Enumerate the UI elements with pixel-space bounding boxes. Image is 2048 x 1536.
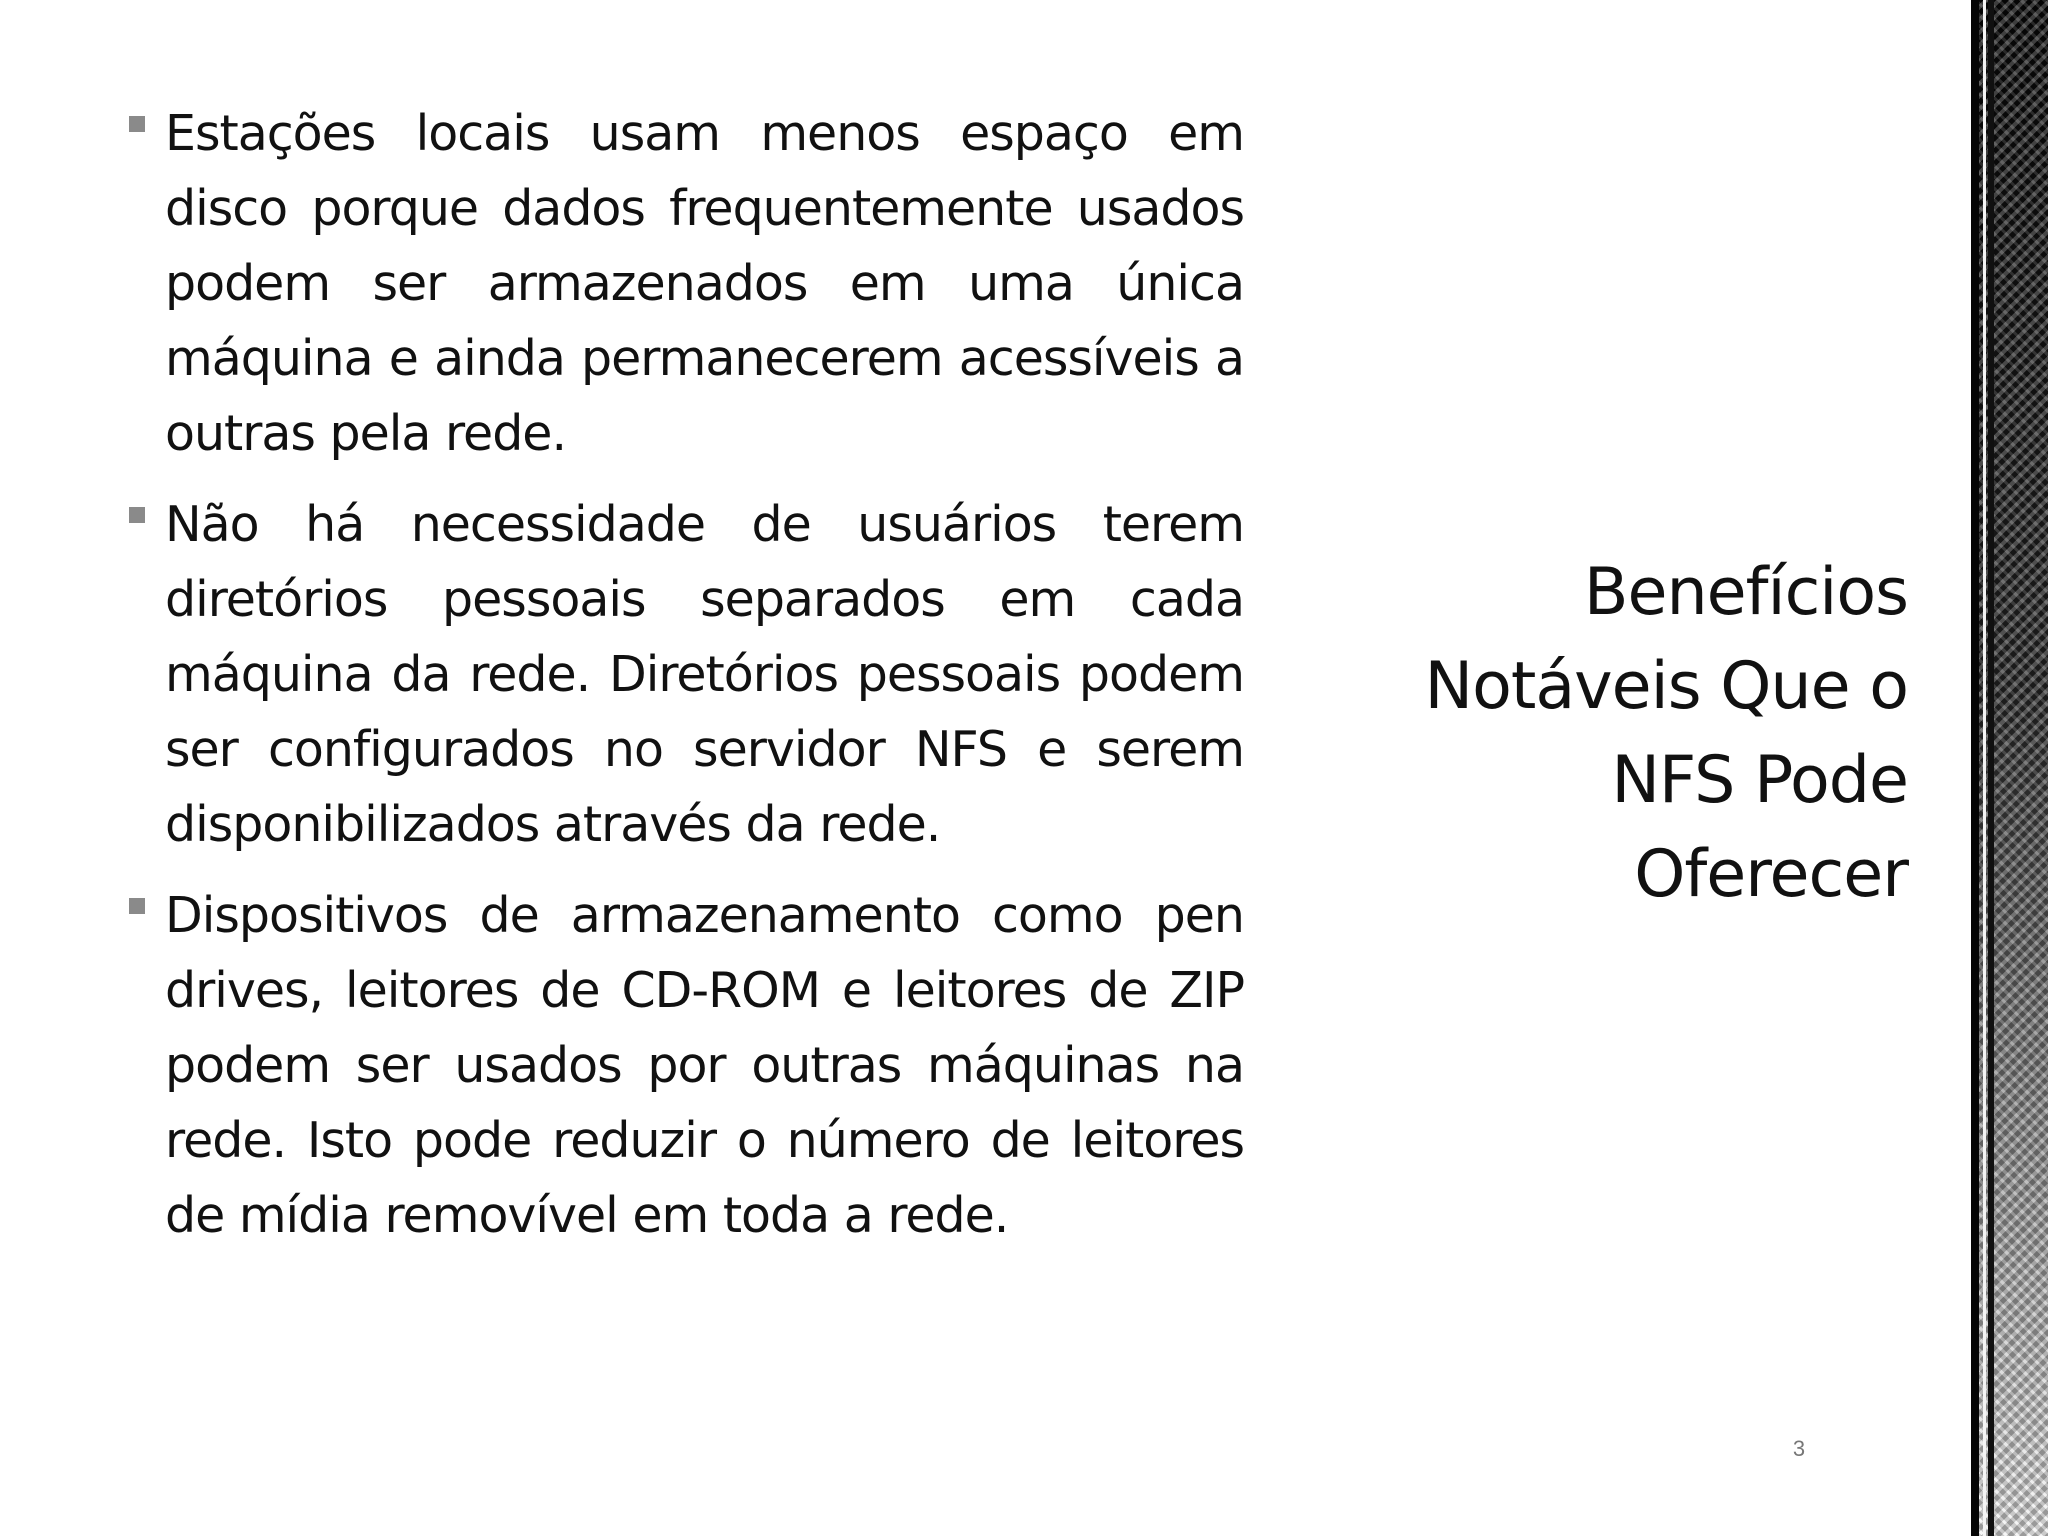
bullet-text: Dispositivos de armazenamento como pen drives, leitores de CD-ROM e leitores de ZIP podem ser usados por outras máquinas na rede. Isto pode reduzir o número de leitores de mídia removível em toda a rede.	[165, 887, 1244, 1244]
page-number: 3	[1792, 1436, 1806, 1461]
bullet-text: Estações locais usam menos espaço em disco porque dados frequentemente usados podem ser armazenados em uma única máquina e ainda permanecerem acessíveis a outras pela rede.	[165, 105, 1244, 462]
decorative-side-line	[1988, 0, 1994, 1536]
square-bullet-icon	[129, 898, 145, 914]
bullet-text: Não há necessidade de usuários terem diretórios pessoais separados em cada máquina da rede. Diretórios pessoais podem ser configurados no servidor NFS e serem disponibilizados através da rede.	[165, 496, 1244, 853]
bullet-list	[126, 96, 1244, 1269]
square-bullet-icon	[129, 507, 145, 523]
bullet-item	[126, 487, 1244, 862]
decorative-side-line	[1983, 0, 1986, 1536]
square-bullet-icon	[129, 116, 145, 132]
decorative-side-line	[1971, 0, 1979, 1536]
bullet-item	[126, 96, 1244, 471]
bullet-item	[126, 878, 1244, 1253]
slide-title: Benefícios Notáveis Que o NFS Pode Oferecer	[1424, 555, 1908, 912]
